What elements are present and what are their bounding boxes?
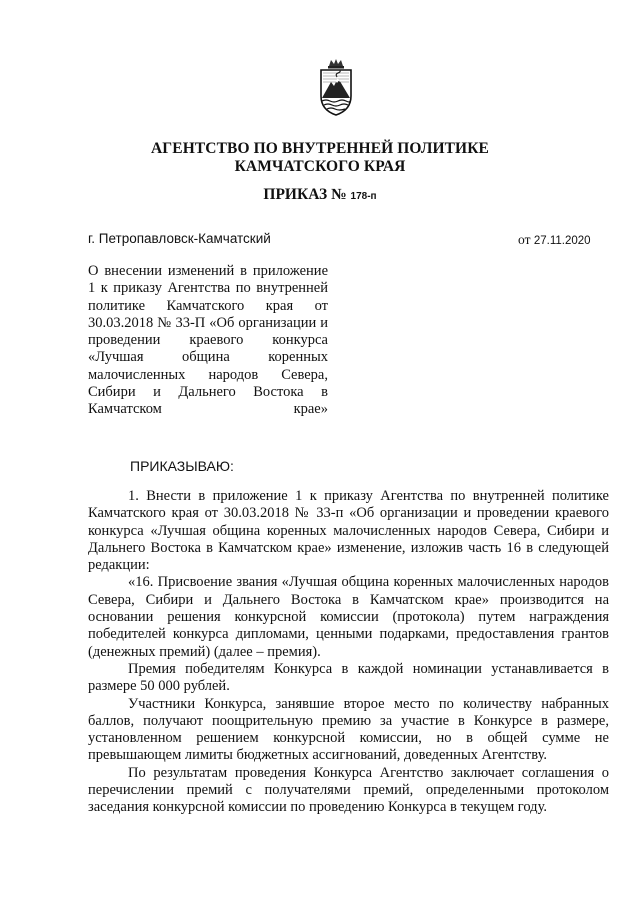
agency-name-line2: КАМЧАТСКОГО КРАЯ bbox=[234, 158, 406, 175]
order-subject: О внесении изменений в приложение 1 к приказу Агентства по внутренней политике Камчатского края от 30.03.2018 № 33-П «Об организации и проведении краевого конкурса «Лучшая община коренных малочисленных народов Севера, Сибири и Дальнего Востока в Камчатском крае» bbox=[88, 263, 328, 418]
agency-name bbox=[80, 140, 560, 176]
body-paragraph-2: «16. Присвоение звания «Лучшая община коренных малочисленных народов Севера, Сибири и Дальнего Востока в Камчатском крае» производится на основании решения конкурсной комиссии (протокола) путем награждения победителей конкурса дипломами, ценными подарками, предоставления грантов (денежных премий) (далее – премия). bbox=[88, 574, 609, 660]
city-label: г. Петропавловск-Камчатский bbox=[88, 231, 271, 246]
order-word: ПРИКАЗ № bbox=[263, 186, 347, 203]
date-value: 27.11.2020 bbox=[533, 235, 591, 247]
coat-of-arms-emblem bbox=[318, 58, 354, 116]
body-paragraph-5: По результатам проведения Конкурса Агентство заключает соглашения о перечислении премий с получателями премий, определенными протоколом заседания конкурсной комиссии по проведению Конкурса в текущем году. bbox=[88, 764, 609, 816]
agency-name-line1: АГЕНТСТВО ПО ВНУТРЕННЕЙ ПОЛИТИКЕ bbox=[151, 140, 489, 157]
body-paragraph-4: Участники Конкурса, занявшие второе место по количеству набранных баллов, получают поощрительную премию за участие в Конкурсе в размере, установленном решением конкурсной комиссии, но в общей сумме не превышающем лимиты бюджетных ассигнований, доведенных Агентству. bbox=[88, 695, 609, 764]
order-title bbox=[80, 186, 560, 206]
emblem-icon bbox=[318, 58, 354, 116]
order-number: 178-п bbox=[350, 191, 377, 202]
decree-word: ПРИКАЗЫВАЮ: bbox=[130, 458, 234, 474]
date-prefix: от bbox=[518, 232, 531, 247]
order-body bbox=[88, 488, 609, 817]
order-date bbox=[518, 232, 591, 248]
body-paragraph-1: 1. Внести в приложение 1 к приказу Агентства по внутренней политике Камчатского края от 30.03.2018 № 33-п «Об организации и проведении краевого конкурса «Лучшая община коренных малочисленных народов Севера, Сибири и Дальнего Востока в Камчатском крае» изменение, изложив часть 16 в следующей редакции: bbox=[88, 488, 609, 574]
body-paragraph-3: Премия победителям Конкурса в каждой номинации устанавливается в размере 50 000 рублей. bbox=[88, 660, 609, 695]
